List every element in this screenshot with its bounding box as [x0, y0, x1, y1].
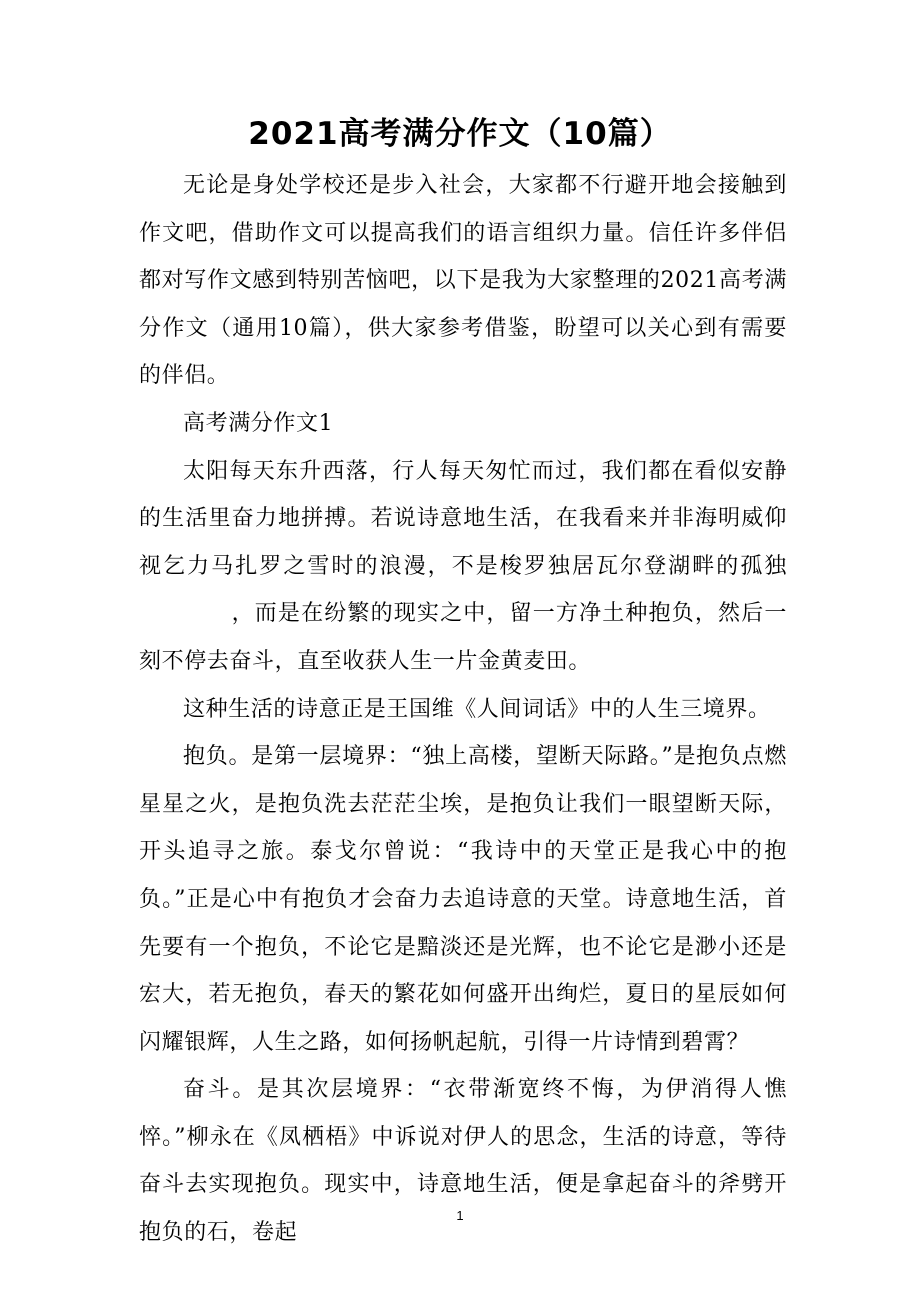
- document-body: [139, 162, 787, 1257]
- page-number: 1: [456, 1208, 464, 1223]
- paragraph-intro: 无论是身处学校还是步入社会，大家都不行避开地会接触到作文吧，借助作文可以提高我们的语言组织力量。信任许多伴侣都对写作文感到特别苦恼吧，以下是我为大家整理的2021高考满分作文（通用10篇），供大家参考借鉴，盼望可以关心到有需要的伴侣。: [139, 173, 787, 389]
- section-heading: 高考满分作文1: [183, 410, 334, 436]
- paragraph-sun-after: ，而是在纷繁的现实之中，留一方净土种抱负，然后一刻不停去奋斗，直至收获人生一片金黄麦田。: [139, 601, 787, 674]
- paragraph-sun-before: 太阳每天东升西落，行人每天匆忙而过，我们都在看似安静的生活里奋力地拼搏。若说诗意地生活，在我看来并非海明威仰视乞力马扎罗之雪时的浪漫，不是梭罗独居瓦尔登湖畔的孤独: [139, 458, 787, 579]
- paragraph-sun: [139, 448, 787, 686]
- paragraph-three-realms: 这种生活的诗意正是王国维《人间词话》中的人生三境界。: [183, 696, 771, 722]
- paragraph-ambition: 抱负。是第一层境界：“独上高楼，望断天际路。”是抱负点燃星星之火，是抱负洗去茫茫尘埃，是抱负让我们一眼望断天际，开头追寻之旅。泰戈尔曾说：“我诗中的天堂正是我心中的抱负。”正是心中有抱负才会奋力去追诗意的天堂。诗意地生活，首先要有一个抱负，不论它是黯淡还是光辉，也不论它是渺小还是宏大，若无抱负，春天的繁花如何盛开出绚烂，夏日的星辰如何闪耀银辉，人生之路，如何扬帆起航，引得一片诗情到碧霄？: [139, 744, 787, 1055]
- paragraph-struggle: 奋斗。是其次层境界：“衣带渐宽终不悔，为伊消得人憔悴。”柳永在《凤栖梧》中诉说对伊人的思念，生活的诗意，等待奋斗去实现抱负。现实中，诗意地生活，便是拿起奋斗的斧劈开抱负的石，卷起: [139, 1077, 787, 1246]
- document-title: 2021高考满分作文（10篇）: [248, 116, 672, 152]
